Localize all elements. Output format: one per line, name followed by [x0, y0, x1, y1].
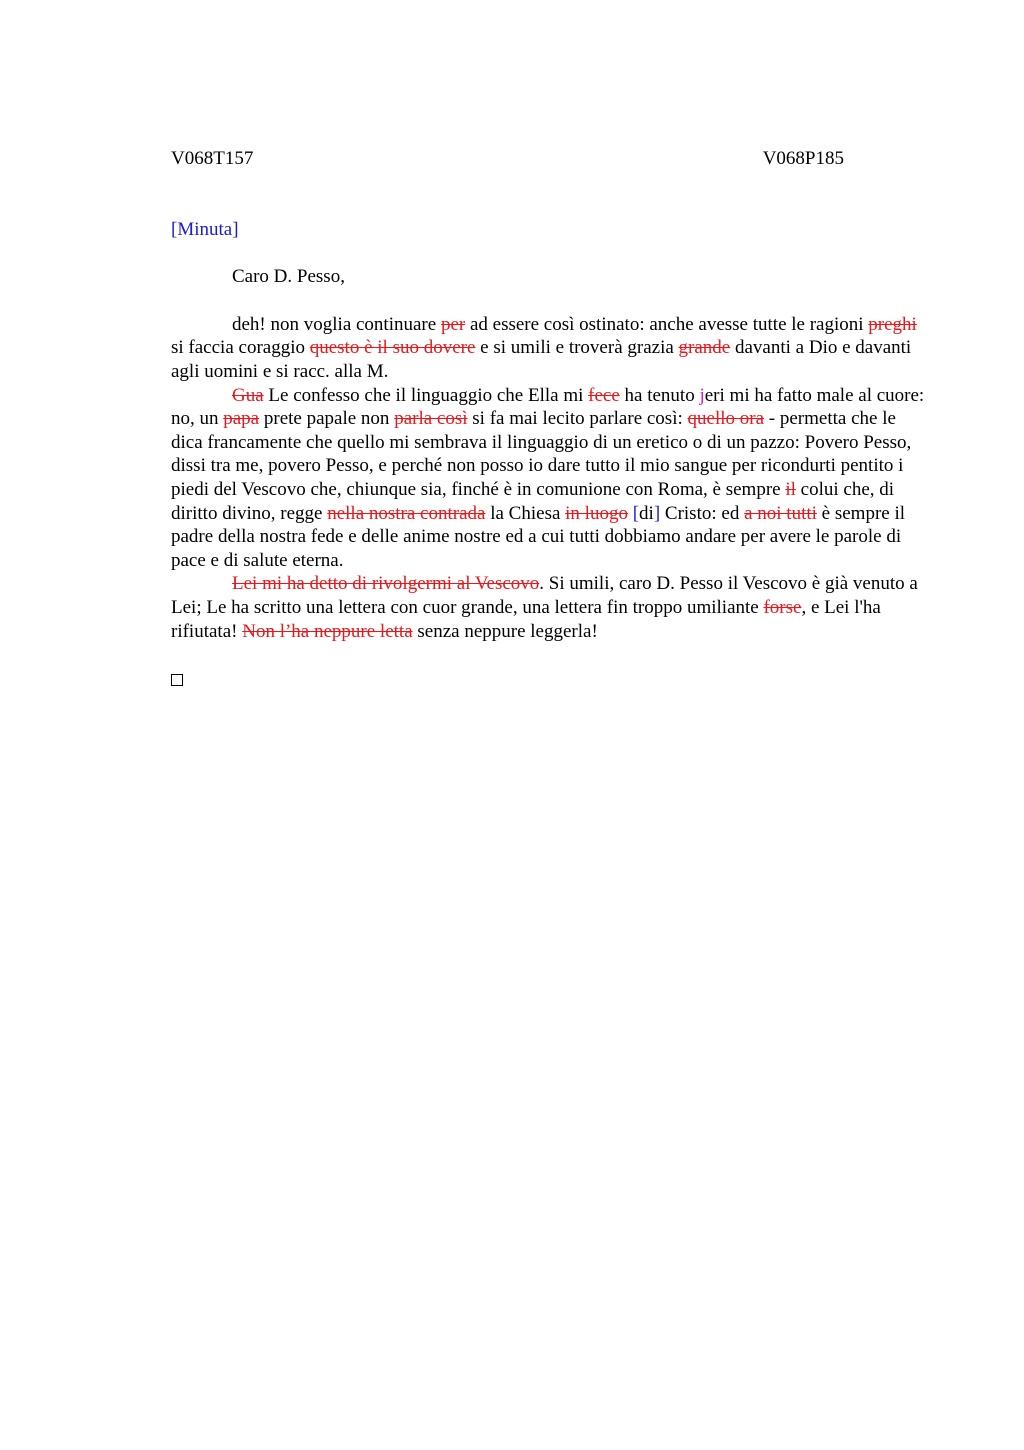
checkbox-glyph [171, 674, 183, 686]
text-run: e si umili e troverà grazia [475, 337, 679, 359]
text-run: ha tenuto [619, 384, 700, 406]
deleted-text: nella nostra contrada [327, 502, 486, 524]
deleted-text: forse [763, 596, 802, 618]
text-run: colui che, di diritto divino, regge [171, 478, 895, 524]
deleted-text: grande [678, 337, 731, 359]
deleted-text: questo è il suo dovere [309, 337, 476, 359]
paragraph-2 [171, 384, 931, 573]
text-run: - permetta che le dica francamente che quello mi sembrava il linguaggio di un eretico o di un pazzo: Povero Pesso, dissi tra me, povero Pesso, e perché non posso io dare tutto il mio sangue per ricondurti pentito i piedi del Vescovo che, chiunque sia, finché è in comunione con Roma, è sempre [171, 408, 912, 500]
deleted-text: fece [588, 384, 620, 406]
deleted-text: papa [223, 408, 260, 430]
letter-page [171, 147, 931, 693]
text-run: ad essere così ostinato: anche avesse tutte le ragioni [465, 313, 869, 335]
deleted-text: parla così [394, 408, 468, 430]
text-run: la Chiesa [485, 502, 566, 524]
text-run: è sempre il padre della nostra fede e delle anime nostre ed a cui tutti dobbiamo andare per avere le parole di pace e di salute eterna. [171, 502, 906, 571]
document-code-right: V068P185 [762, 148, 844, 169]
text-run: di [639, 502, 654, 524]
text-run: deh! non voglia continuare [232, 313, 441, 335]
paragraph-1 [171, 313, 931, 384]
deleted-text: Non l’ha neppure letta [242, 620, 413, 642]
editorial-bracket: [ [632, 502, 640, 524]
deleted-text: preghi [868, 313, 917, 335]
deleted-text: per [440, 313, 466, 335]
deleted-text: Lei mi ha detto di rivolgermi al Vescovo [232, 573, 540, 595]
text-run: eri mi ha fatto male al cuore: no, un [171, 384, 925, 430]
deleted-text: a noi tutti [744, 502, 817, 524]
text-run: senza neppure leggerla! [412, 620, 598, 642]
document-code-left: V068T157 [171, 148, 254, 169]
text-run: Le confesso che il linguaggio che Ella mi [263, 384, 589, 406]
deleted-text: in luogo [565, 502, 628, 524]
document-header [171, 147, 844, 171]
text-run: si fa mai lecito parlare così: [467, 408, 688, 430]
text-run: , e Lei l'ha rifiutata! [171, 596, 881, 642]
text-run: davanti a Dio e davanti agli uomini e si racc. alla M. [171, 337, 912, 382]
deleted-text: il [785, 478, 796, 500]
salutation: Caro D. Pesso, [232, 266, 345, 288]
editorial-bracket: ] [653, 502, 661, 524]
text-run: . Si umili, caro D. Pesso il Vescovo è già venuto a Lei; Le ha scritto una lettera con cuor grande, una lettera fin troppo umiliante [171, 573, 918, 618]
text-run: si faccia coraggio [171, 337, 310, 359]
inserted-letter: j [699, 384, 705, 406]
deleted-text: quello ora [687, 408, 765, 430]
draft-label: [Minuta] [171, 218, 239, 240]
deleted-text: Gua [232, 384, 264, 406]
text-run: Cristo: ed [660, 502, 745, 524]
text-run: prete papale non [259, 408, 395, 430]
paragraph-3 [171, 572, 931, 643]
